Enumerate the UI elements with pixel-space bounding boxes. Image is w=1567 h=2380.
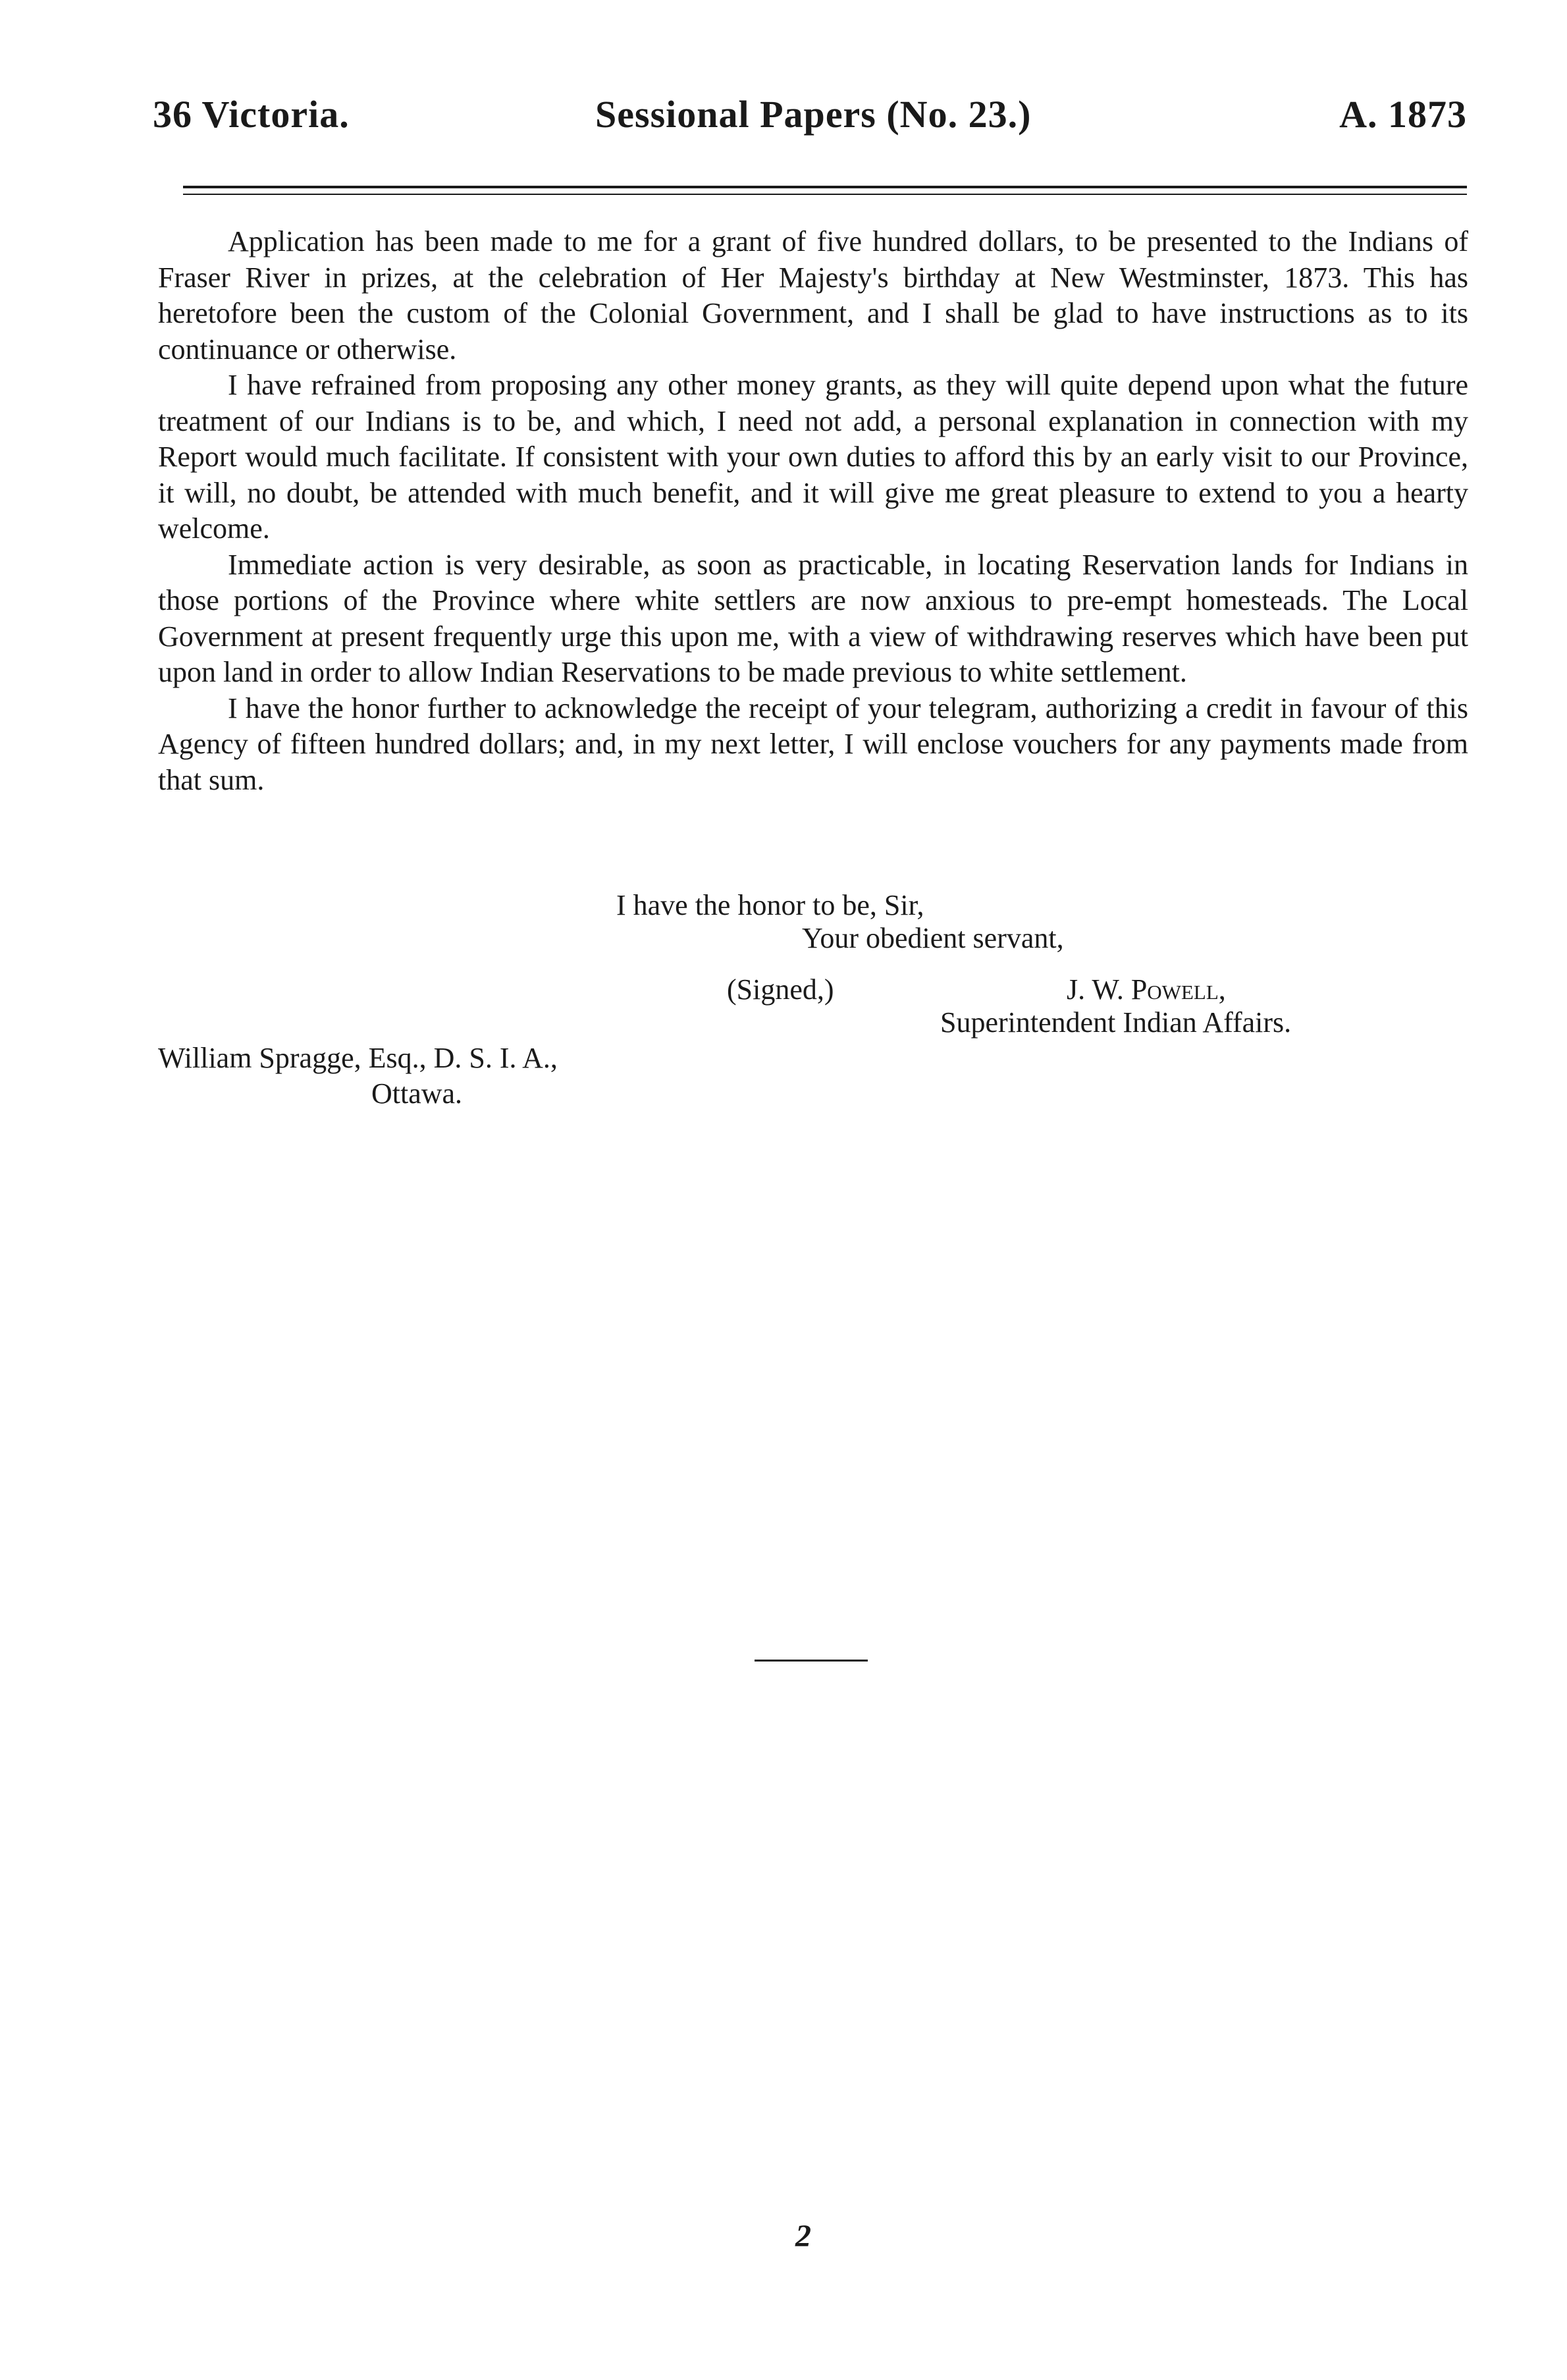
closing-line-servant: Your obedient servant, [802, 922, 1064, 954]
section-divider [755, 1660, 868, 1662]
header-year: A. 1873 [1339, 93, 1467, 136]
signature-initials: J. W. [1067, 973, 1131, 1006]
paragraph-prizes: Application has been made to me for a grant of five hundred dollars, to be presented to the Indians of Fraser River in prizes, at the celebration of Her Majesty's birthday at New Westminster, 1873. This has heretofore been the custom of the Colonial Government, and I shall be glad to have instructions as to its continuance or otherwise. [158, 225, 1468, 365]
closing-line-honor: I have the honor to be, Sir, [616, 889, 924, 921]
page-header [153, 92, 1467, 145]
signature-surname: Powell, [1130, 973, 1226, 1006]
paragraph-telegram: I have the honor further to acknowledge the receipt of your telegram, authorizing a credit in favour of this Agency of fifteen hundred dollars; and, in my next letter, I will enclose vouchers for any payments made from that sum. [158, 691, 1468, 796]
page-number: 2 [795, 2219, 811, 2254]
addressee-name: William Spragge, Esq., D. S. I. A., [158, 1042, 558, 1074]
header-volume: 36 Victoria. [153, 93, 350, 136]
header-sessional-papers: Sessional Papers (No. 23.) [595, 93, 1032, 136]
header-rule-thick [183, 186, 1467, 188]
signature-name [1067, 972, 1226, 1008]
addressee-city: Ottawa. [371, 1077, 463, 1110]
letter-body [158, 224, 1468, 798]
header-rule-thin [183, 194, 1467, 195]
paragraph-money-grants: I have refrained from proposing any other money grants, as they will quite depend upon what the future treatment of our Indians is to be, and which, I need not add, a personal explanation in connection with my Report would much facilitate. If consistent with your own duties to afford this by an early visit to our Province, it will, no doubt, be attended with much benefit, and it will give me great pleasure to extend to you a hearty welcome. [158, 369, 1468, 545]
signed-note: (Signed,) [727, 973, 834, 1006]
signature-title: Superintendent Indian Affairs. [940, 1006, 1292, 1039]
paragraph-reservations: Immediate action is very desirable, as soon as practicable, in locating Reservation lands for Indians in those portions of the Province where white settlers are now anxious to pre-empt homesteads. The Local Government at present frequently urge this upon me, with a view of withdrawing reserves which have been put upon land in order to allow Indian Reservations to be made previous to white settlement. [158, 548, 1468, 688]
